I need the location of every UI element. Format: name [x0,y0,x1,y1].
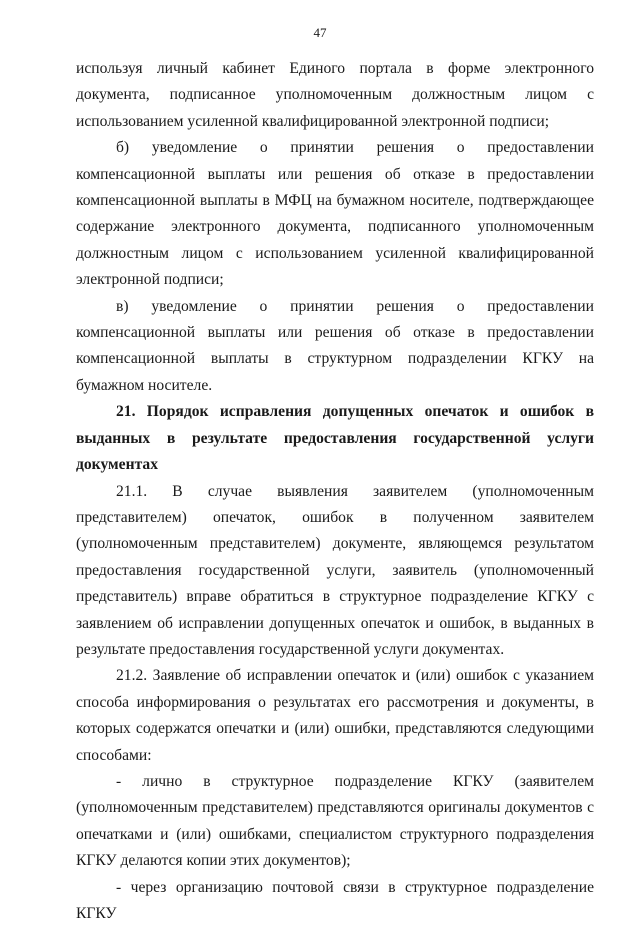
paragraph-b: б) уведомление о принятии решения о предоставлении компенсационной выплаты или решения об отказе в предоставлении компенсационной выплаты в МФЦ на бумажном носителе, подтверждающее содержание электронного документа, подписанного уполномоченным должностным лицом с использованием усиленной квалифицированной электронной подписи; [76,139,594,289]
paragraph-21-1: 21.1. В случае выявления заявителем (уполномоченным представителем) опечаток, ошибок в полученном заявителем (уполномоченным представителем) документе, являющемся результатом предоставления государственной услуги, заявитель (уполномоченный представитель) вправе обратиться в структурное подразделение КГКУ с заявлением об исправлении допущенных опечаток и ошибок, в выданных в результате предоставления государственной услуги документах. [76,482,594,658]
document-body [76,56,594,927]
paragraph-21-2: 21.2. Заявление об исправлении опечаток и (или) ошибок с указанием способа информирования о результатах его рассмотрения и документы, в которых содержатся опечатки и (или) ошибки, представляются следующими способами: [76,667,594,764]
section-heading: 21. Порядок исправления допущенных опечаток и ошибок в выданных в результате предоставления государственной услуги документах [76,403,594,474]
list-item-in-person: - лично в структурное подразделение КГКУ (заявителем (уполномоченным представителем) представляются оригиналы документов с опечатками и (или) ошибками, специалистом структурного подразделения КГКУ делаются копии этих документов); [76,772,594,870]
paragraph-continuation: используя личный кабинет Единого портала в форме электронного документа, подписанное уполномоченным должностным лицом с использованием усиленной квалифицированной электронной подписи; [76,60,594,130]
page-number: 47 [313,25,327,40]
list-item-post: - через организацию почтовой связи в структурное подразделение КГКУ [76,878,594,922]
paragraph-v: в) уведомление о принятии решения о предоставлении компенсационной выплаты или решения об отказе в предоставлении компенсационной выплаты в структурном подразделении КГКУ на бумажном носителе. [76,297,594,394]
